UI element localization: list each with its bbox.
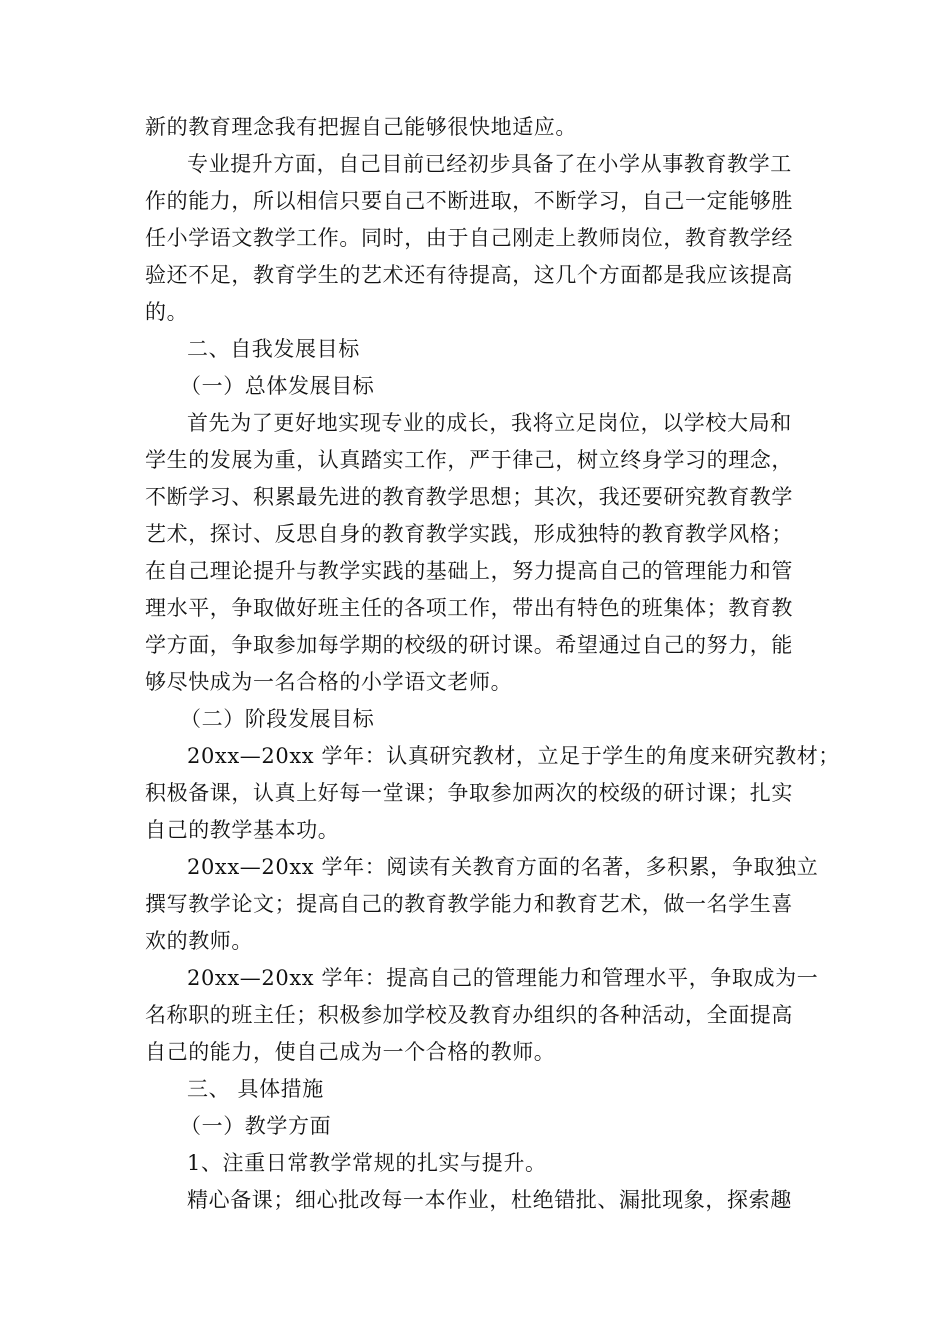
paragraph-line: 验还不足，教育学生的艺术还有待提高，这几个方面都是我应该提高 xyxy=(145,263,793,287)
paragraph-line: 自己的教学基本功。 xyxy=(145,818,340,842)
paragraph-line: 20xx—20xx 学年：提高自己的管理能力和管理水平，争取成为一 xyxy=(187,966,819,990)
paragraph-line: 专业提升方面，自己目前已经初步具备了在小学从事教育教学工 xyxy=(187,152,792,176)
paragraph-line: 新的教育理念我有把握自己能够很快地适应。 xyxy=(145,115,577,139)
paragraph-line: 首先为了更好地实现专业的成长，我将立足岗位，以学校大局和 xyxy=(187,411,792,435)
paragraph-line: 20xx—20xx 学年：认真研究教材，立足于学生的角度来研究教材； xyxy=(187,744,840,768)
paragraph-line: 作的能力，所以相信只要自己不断进取，不断学习，自己一定能够胜 xyxy=(145,189,793,213)
paragraph-line: 够尽快成为一名合格的小学语文老师。 xyxy=(145,670,513,694)
paragraph-line: 学生的发展为重，认真踏实工作，严于律己，树立终身学习的理念， xyxy=(145,448,793,472)
subsection-heading: （一）总体发展目标 xyxy=(180,374,375,398)
paragraph-line: 积极备课，认真上好每一堂课；争取参加两次的校级的研讨课；扎实 xyxy=(145,781,793,805)
paragraph-line: 精心备课；细心批改每一本作业，杜绝错批、漏批现象，探索趣 xyxy=(187,1188,792,1212)
section-heading: 二、自我发展目标 xyxy=(187,337,360,361)
section-heading: 三、 具体措施 xyxy=(187,1077,324,1101)
subsection-heading: （二）阶段发展目标 xyxy=(180,707,375,731)
paragraph-line: 艺术，探讨、反思自身的教育教学实践，形成独特的教育教学风格； xyxy=(145,522,793,546)
paragraph-line: 理水平，争取做好班主任的各项工作，带出有特色的班集体；教育教 xyxy=(145,596,793,620)
paragraph-line: 欢的教师。 xyxy=(145,929,253,953)
paragraph-line: 学方面，争取参加每学期的校级的研讨课。希望通过自己的努力，能 xyxy=(145,633,793,657)
paragraph-line: 的。 xyxy=(145,300,189,324)
paragraph-line: 20xx—20xx 学年：阅读有关教育方面的名著，多积累，争取独立 xyxy=(187,855,819,879)
paragraph-line: 自己的能力，使自己成为一个合格的教师。 xyxy=(145,1040,556,1064)
paragraph-line: 撰写教学论文；提高自己的教育教学能力和教育艺术，做一名学生喜 xyxy=(145,892,793,916)
paragraph-line: 名称职的班主任；积极参加学校及教育办组织的各种活动，全面提高 xyxy=(145,1003,793,1027)
list-item-heading: 1、注重日常教学常规的扎实与提升。 xyxy=(187,1151,547,1175)
paragraph-line: 任小学语文教学工作。同时，由于自己刚走上教师岗位，教育教学经 xyxy=(145,226,793,250)
paragraph-line: 不断学习、积累最先进的教育教学思想；其次，我还要研究教育教学 xyxy=(145,485,793,509)
paragraph-line: 在自己理论提升与教学实践的基础上，努力提高自己的管理能力和管 xyxy=(145,559,793,583)
subsection-heading: （一）教学方面 xyxy=(180,1114,332,1138)
